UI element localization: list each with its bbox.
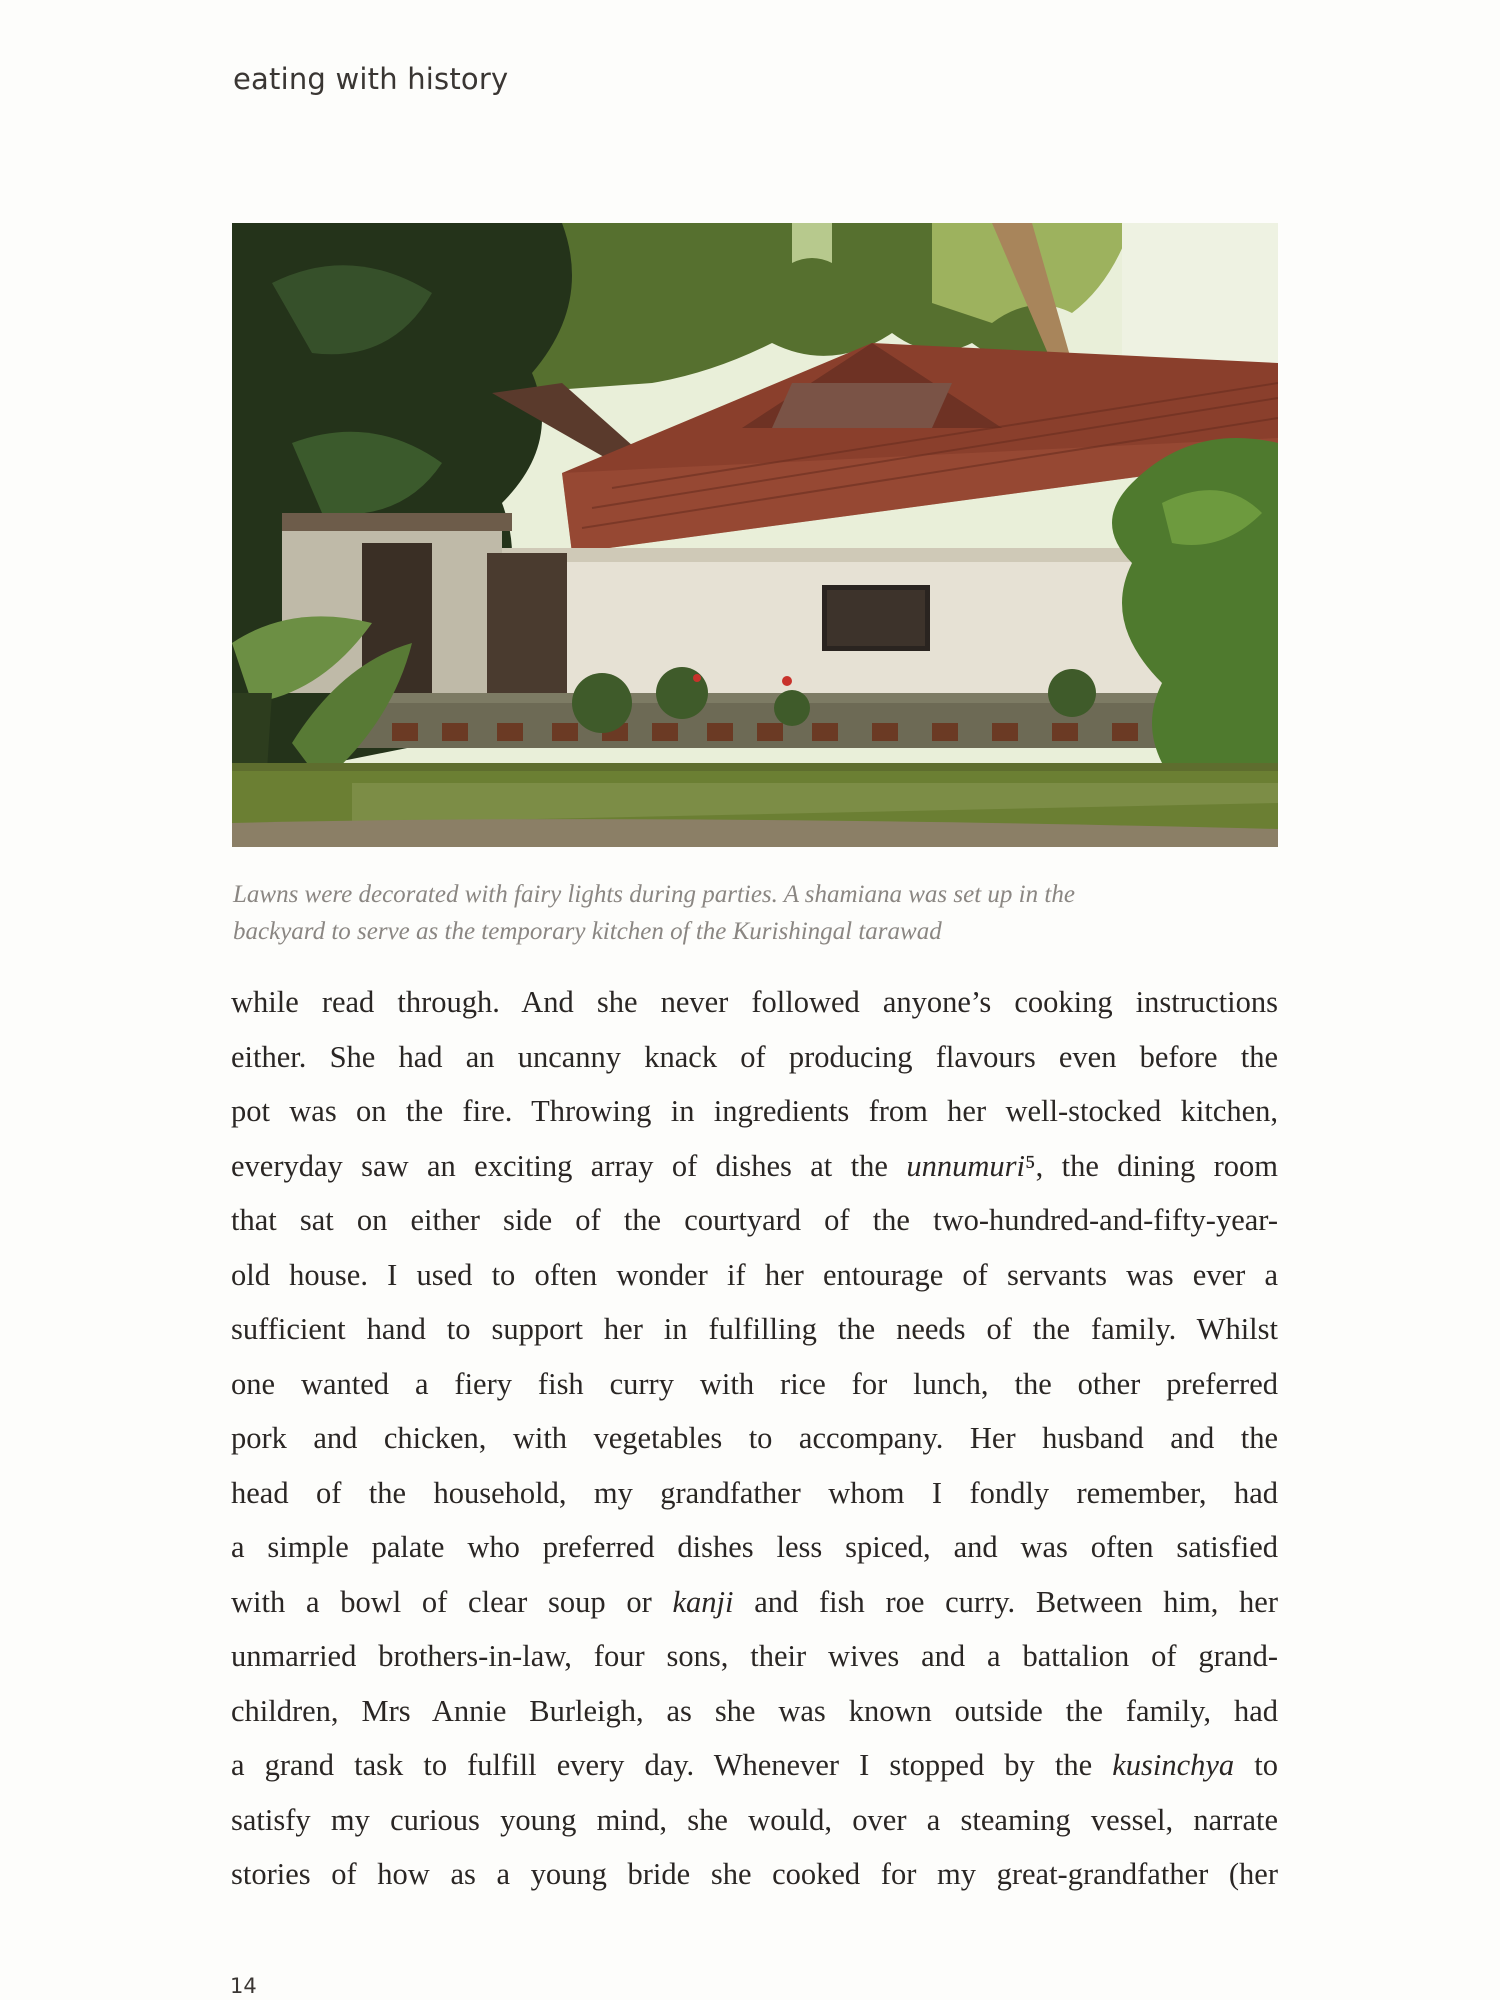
text-line [231,1575,1278,1630]
text-line [231,1466,1278,1521]
text-run: either. She had an uncanny knack of producing flavours even before the [231,1039,1278,1074]
text-run: with a bowl of clear soup or [231,1584,673,1619]
body-text [231,975,1278,1902]
text-run: a grand task to fulfill every day. Whenever I stopped by the [231,1748,1113,1782]
text-run: while read through. And she never followed anyone’s cooking instructions [231,985,1278,1019]
text-line [231,1030,1278,1085]
text-line [231,1684,1278,1739]
text-run: pot was on the fire. Throwing in ingredients from her well-stocked kitchen, [231,1094,1278,1128]
text-run: sufficient hand to support her in fulfilling the needs of the family. Whilst [231,1312,1278,1346]
italic-term: kusinchya [1112,1748,1235,1782]
text-run: one wanted a fiery fish curry with rice for lunch, the other preferred [231,1366,1278,1401]
text-line [231,1193,1278,1248]
text-run: pork and chicken, with vegetables to accompany. Her husband and the [231,1421,1278,1455]
text-line [231,1139,1278,1194]
text-run: unmarried brothers-in-law, four sons, their wives and a battalion of grand- [231,1639,1278,1673]
text-run: everyday saw an exciting array of dishes at the [231,1148,907,1183]
text-line [231,1629,1278,1684]
text-line [231,1084,1278,1139]
text-run: satisfy my curious young mind, she would, over a steaming vessel, narrate [231,1802,1278,1837]
text-line [231,1847,1278,1902]
text-line [231,1302,1278,1357]
text-line [231,1793,1278,1848]
text-line [231,1357,1278,1412]
running-head: eating with history [233,62,509,96]
text-run: children, Mrs Annie Burleigh, as she was known outside the family, had [231,1693,1278,1728]
caption-line-1: Lawns were decorated with fairy lights during parties. A shamiana was set up in the [233,881,1075,908]
text-line [231,1411,1278,1466]
text-run: to [1234,1748,1278,1782]
photo-caption [233,876,1283,950]
caption-line-2: backyard to serve as the temporary kitchen of the Kurishingal tarawad [233,918,942,945]
text-run: and fish roe curry. Between him, her [733,1584,1279,1619]
text-run: stories of how as a young bride she cooked for my great-grandfather (her [231,1857,1278,1891]
house-photograph [232,223,1278,847]
page-number: 14 [230,1974,257,1998]
text-run: ⁵, the dining room [1024,1148,1278,1183]
text-line [231,1520,1278,1575]
text-run: that sat on either side of the courtyard of the two-hundred-and-fifty-year- [231,1203,1278,1237]
text-line [231,975,1278,1030]
text-line [231,1248,1278,1303]
text-run: head of the household, my grandfather whom I fondly remember, had [231,1475,1278,1510]
text-run: old house. I used to often wonder if her entourage of servants was ever a [231,1257,1278,1292]
italic-term: kanji [672,1584,734,1619]
text-run: a simple palate who preferred dishes less spiced, and was often satisfied [231,1530,1278,1564]
text-line [231,1738,1278,1793]
italic-term: unnumuri [906,1148,1025,1183]
